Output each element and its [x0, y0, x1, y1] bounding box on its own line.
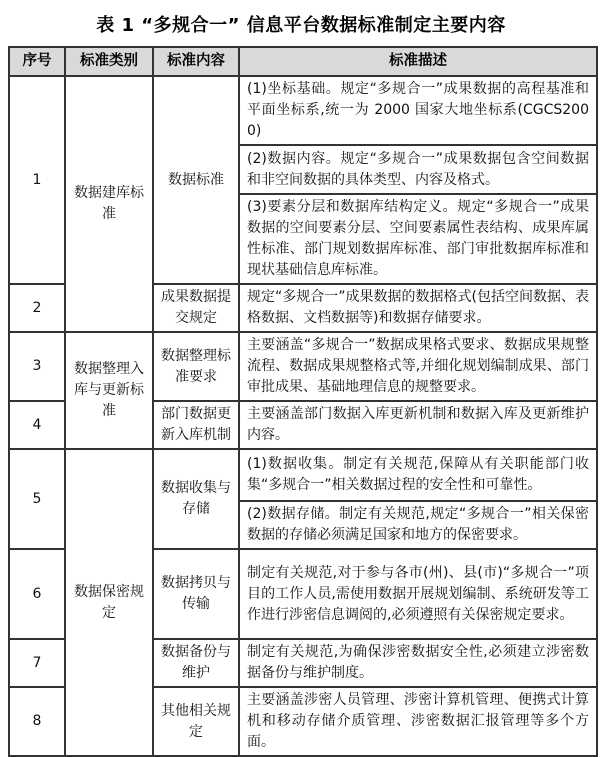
- row5-no: 5: [9, 449, 65, 549]
- table-row: [9, 449, 597, 501]
- row3-category: 数据整理入库与更新标准: [65, 332, 153, 449]
- row4-desc: 主要涵盖部门数据入库更新机制和数据入库及更新维护内容。: [239, 401, 597, 449]
- row2-content: 成果数据提交规定: [153, 284, 239, 332]
- row2-no: 2: [9, 284, 65, 332]
- row5-desc-1: (1)数据收集。制定有关规范,保障从有关职能部门收集“多规合一”相关数据过程的安全性和可靠性。: [239, 449, 597, 501]
- row1-content: 数据标准: [153, 76, 239, 284]
- row5-desc-2: (2)数据存储。制定有关规范,规定“多规合一”相关保密数据的存储必须满足国家和地方的保密要求。: [239, 501, 597, 549]
- row6-no: 6: [9, 549, 65, 639]
- row1-no: 1: [9, 76, 65, 284]
- row7-no: 7: [9, 639, 65, 687]
- row1-category: 数据建库标准: [65, 76, 153, 332]
- row7-content: 数据备份与维护: [153, 639, 239, 687]
- row6-desc: 制定有关规范,对于参与各市(州)、县(市)“多规合一”项目的工作人员,需使用数据开展规划编制、系统研发等工作进行涉密信息调阅的,必须遵照有关保密规定要求。: [239, 549, 597, 639]
- header-content: 标准内容: [153, 47, 239, 76]
- row1-desc-3: (3)要素分层和数据库结构定义。规定“多规合一”成果数据的空间要素分层、空间要素属性表结构、成果库属性标准、部门规划数据库标准、部门审批数据库标准和现状基础信息库标准。: [239, 194, 597, 284]
- row5-category: 数据保密规定: [65, 449, 153, 756]
- header-category: 标准类别: [65, 47, 153, 76]
- row1-desc-2: (2)数据内容。规定“多规合一”成果数据包含空间数据和非空间数据的具体类型、内容及格式。: [239, 145, 597, 194]
- row8-desc: 主要涵盖涉密人员管理、涉密计算机管理、便携式计算机和移动存储介质管理、涉密数据汇报管理等多个方面。: [239, 687, 597, 756]
- row8-no: 8: [9, 687, 65, 756]
- row3-no: 3: [9, 332, 65, 401]
- row3-content: 数据整理标准要求: [153, 332, 239, 401]
- row4-content: 部门数据更新入库机制: [153, 401, 239, 449]
- row6-content: 数据拷贝与传输: [153, 549, 239, 639]
- row3-desc: 主要涵盖“多规合一”数据成果格式要求、数据成果规整流程、数据成果规整格式等,并细化规划编制成果、部门审批成果、基础地理信息的规整要求。: [239, 332, 597, 401]
- header-description: 标准描述: [239, 47, 597, 76]
- table-row: [9, 332, 597, 401]
- row5-content: 数据收集与存储: [153, 449, 239, 549]
- table-row: [9, 76, 597, 145]
- data-standards-table: [8, 46, 598, 757]
- header-no: 序号: [9, 47, 65, 76]
- row8-content: 其他相关规定: [153, 687, 239, 756]
- row2-desc: 规定“多规合一”成果数据的数据格式(包括空间数据、表格数据、文档数据等)和数据存储要求。: [239, 284, 597, 332]
- row7-desc: 制定有关规范,为确保涉密数据安全性,必须建立涉密数据备份与维护制度。: [239, 639, 597, 687]
- row1-desc-1: (1)坐标基础。规定“多规合一”成果数据的高程基准和平面坐标系,统一为 2000 国家大地坐标系(CGCS2000): [239, 76, 597, 145]
- table-title: 表 1 “多规合一” 信息平台数据标准制定主要内容: [96, 15, 506, 36]
- header-row: [9, 47, 597, 76]
- row4-no: 4: [9, 401, 65, 449]
